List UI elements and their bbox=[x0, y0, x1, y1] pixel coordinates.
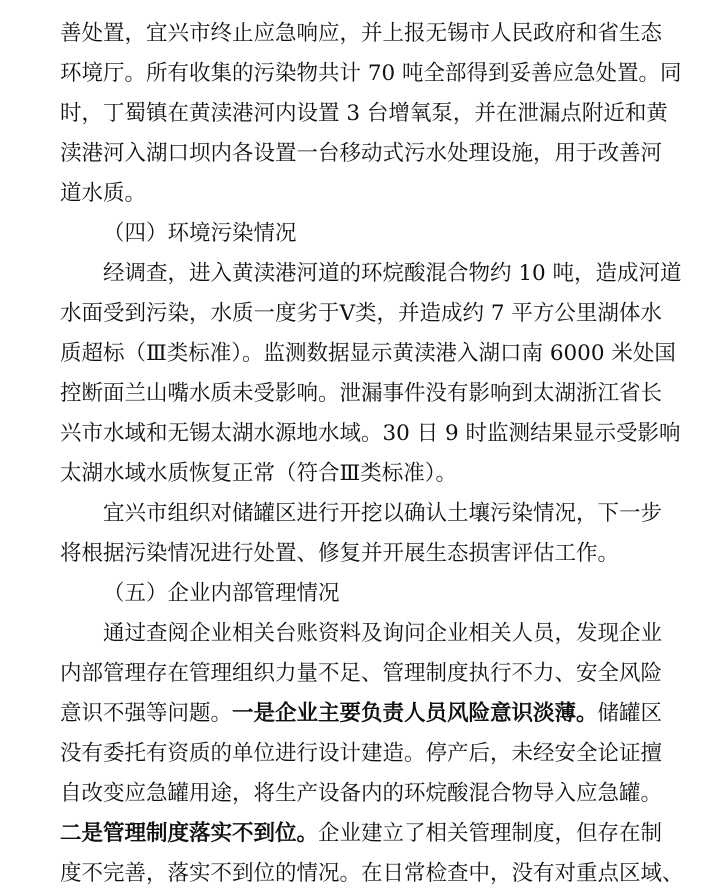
paragraph-line: 太湖水域水质恢复正常（符合Ⅲ类标准）。 bbox=[60, 461, 457, 486]
paragraph-line: 质超标（Ⅲ类标准）。监测数据显示黄渎港入湖口南 6000 米处国 bbox=[60, 341, 676, 366]
plain-text: 意识不强等问题。 bbox=[60, 701, 233, 726]
paragraph-line-with-emphasis bbox=[60, 694, 663, 734]
paragraph-line: 没有委托有资质的单位进行设计建造。停产后，未经安全论证擅 bbox=[60, 741, 663, 766]
paragraph-line: 善处置，宜兴市终止应急响应，并上报无锡市人民政府和省生态 bbox=[60, 21, 663, 46]
paragraph-line-with-emphasis bbox=[60, 814, 663, 854]
paragraph-line: 自改变应急罐用途，将生产设备内的环烷酸混合物导入应急罐。 bbox=[60, 781, 663, 806]
paragraph-line: 内部管理存在管理组织力量不足、管理制度执行不力、安全风险 bbox=[60, 661, 663, 686]
paragraph-line: 通过查阅企业相关台账资料及询问企业相关人员，发现企业 bbox=[103, 621, 663, 646]
paragraph-line: 将根据污染情况进行处置、修复并开展生态损害评估工作。 bbox=[60, 541, 620, 566]
paragraph-line: 兴市水域和无锡太湖水源地水域。30 日 9 时监测结果显示受影响 bbox=[60, 421, 681, 446]
paragraph-line: 道水质。 bbox=[60, 181, 147, 206]
emphasis-text: 二是管理制度落实不到位。 bbox=[60, 821, 319, 846]
plain-text: 储罐区 bbox=[597, 701, 663, 726]
emphasis-text: 一是企业主要负责人员风险意识淡薄。 bbox=[232, 701, 598, 726]
paragraph-line: 时，丁蜀镇在黄渎港河内设置 3 台增氧泵，并在泄漏点附近和黄 bbox=[60, 101, 668, 126]
paragraph-line: 控断面兰山嘴水质未受影响。泄漏事件没有影响到太湖浙江省长 bbox=[60, 381, 663, 406]
paragraph-line: 度不完善，落实不到位的情况。在日常检查中，没有对重点区域、 bbox=[60, 861, 684, 886]
paragraph-line: 渎港河入湖口坝内各设置一台移动式污水处理设施，用于改善河 bbox=[60, 141, 663, 166]
paragraph-line: 水面受到污染，水质一度劣于Ⅴ类，并造成约 7 平方公里湖体水 bbox=[60, 301, 662, 326]
paragraph-line: 环境厅。所有收集的污染物共计 70 吨全部得到妥善应急处置。同 bbox=[60, 61, 682, 86]
paragraph-line: 宜兴市组织对储罐区进行开挖以确认土壤污染情况，下一步 bbox=[103, 501, 663, 526]
paragraph-line: 经调查，进入黄渎港河道的环烷酸混合物约 10 吨，造成河道 bbox=[103, 261, 682, 286]
section-heading: （四）环境污染情况 bbox=[103, 221, 297, 246]
plain-text: 企业建立了相关管理制度，但存在制 bbox=[318, 821, 663, 846]
section-heading: （五）企业内部管理情况 bbox=[103, 581, 340, 606]
